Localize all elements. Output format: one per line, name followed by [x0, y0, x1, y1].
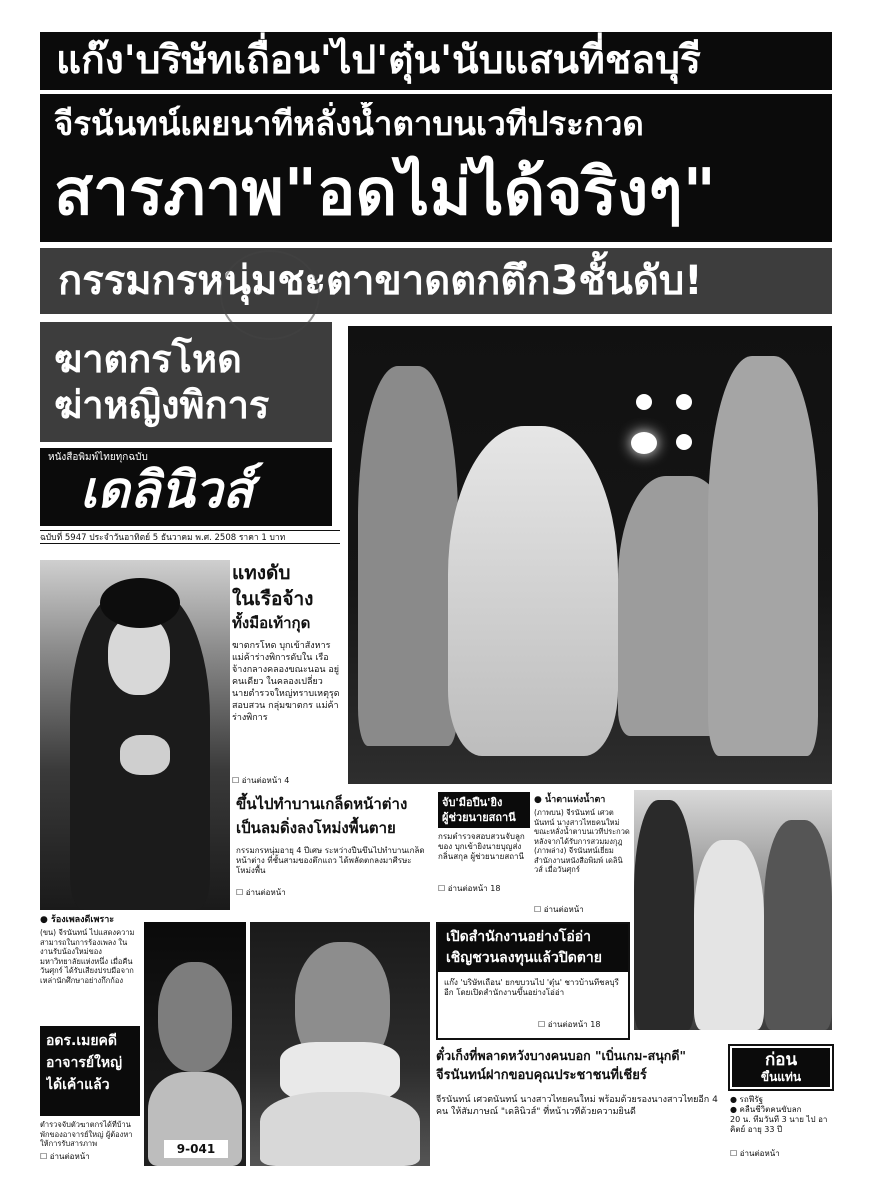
visitor-woman: [764, 820, 832, 1030]
arrest-title-box: [438, 792, 530, 828]
company-title-1: เปิดสำนักงานอย่างโอ่อ่า: [446, 929, 591, 945]
company-ref: ☐ อ่านต่อหน้า 18: [538, 1020, 601, 1029]
gray-headline: กรรมกรหนุ่มชะตาขาดตกตึก3ชั้นดับ!: [40, 248, 832, 314]
company-body: แก๊ง 'บริษัทเถื่อน' ยกขบวนไป 'ตุ๋น' ชาวบ้านที่ชลบุรีอีก โดยเปิดสำนักงานขึ้นอย่างโอ่อ่า: [444, 978, 619, 997]
stab-title-3: ทั้งมือเท้ากุด: [232, 614, 311, 632]
worker-body: กรรมกรหนุ่มอายุ 4 ปีเศษ ระหว่างปีนขึ้นไปทำบานเกล็ดหน้าต่าง ที่ชั้นสามของตึกแถว ได้พลัดตกลงมาศีรษะโหม่งพื้น: [236, 846, 425, 875]
stamp-seal-icon: [220, 250, 320, 340]
before-title-1: ก่อน: [764, 1050, 798, 1070]
visitor-queen: [694, 840, 764, 1030]
crown: [631, 432, 657, 454]
before-item-2: ● คลื่นชีวิตคนขับลก: [730, 1105, 802, 1114]
singer-hair: [100, 578, 180, 628]
masthead-tagline: หนังสือพิมพ์ไทยทุกฉบับ: [48, 452, 148, 463]
tears-ref: ☐ อ่านต่อหน้า: [534, 905, 584, 914]
before-title-2: ขึ้นแท่น: [760, 1070, 802, 1084]
main-headline: สารภาพ"อดไม่ได้จริงๆ": [54, 156, 716, 230]
singer-hands: [120, 735, 170, 775]
tears-caption: [534, 792, 630, 912]
woman-center-gown: [448, 426, 618, 756]
arrest-ref: ☐ อ่านต่อหน้า 18: [438, 884, 501, 893]
visit-photo: [634, 790, 832, 1030]
cheer-body: จีรนันทน์ เศวตนันทน์ นางสาวไทยคนใหม่ พร้อมด้วยรองนางสาวไทยอีก 4 คน ให้สัมภาษณ์ "เดลินิวส์" ที่หน้าเวทีด้วยความยินดี: [436, 1095, 718, 1117]
cheer-title-2: จีรนันทน์ฝากขอบคุณประชาชนที่เชียร์: [436, 1068, 647, 1083]
crying-woman-body: [260, 1092, 420, 1166]
stage-light-1: [636, 394, 652, 410]
company-title-box: [438, 924, 628, 972]
killer-headline-box: [40, 322, 332, 442]
visitor-man: [634, 800, 694, 1030]
singer-caption-title: ● ร้องเพลงดีเพราะ: [40, 915, 115, 925]
before-ref: ☐ อ่านต่อหน้า: [730, 1149, 780, 1158]
worker-ref: ☐ อ่านต่อหน้า: [236, 888, 286, 897]
woman-left: [358, 366, 458, 746]
company-story: [436, 922, 630, 1040]
sub-headline: จีรนันทน์เผยนาทีหลั่งน้ำตาบนเวทีประกวด: [54, 104, 644, 143]
teacher-title-2: อาจารย์ใหญ่: [46, 1055, 123, 1071]
stage-light-3: [676, 434, 692, 450]
woman-right-crowning: [708, 356, 818, 756]
before-box: [730, 1046, 832, 1186]
crying-woman-photo: [250, 922, 430, 1166]
killer-headline-line2: ฆ่าหญิงพิการ: [54, 383, 270, 427]
before-item-1: ● รถฟีรัฐ: [730, 1095, 764, 1104]
teacher-story: [40, 1120, 140, 1180]
stab-title-2: ในเรือจ้าง: [232, 588, 314, 610]
stab-title-1: แทงดับ: [232, 562, 291, 584]
arrest-body: กรมตำรวจสอบสวนจับลูกของ บุกเข้ายิงนายบุญส่ง กลิ่นสกุล ผู้ช่วยนายสถานี: [438, 832, 525, 861]
before-item-3: 20 น. ทีมวันที่ 3 นาย ไป อาคิตย์ อายุ 33 ปี: [730, 1115, 828, 1134]
teacher-headline-box: [40, 1026, 140, 1116]
masthead: [40, 448, 332, 526]
masthead-issue: ฉบับที่ 5947 ประจำวันอาทิตย์ 5 ธันวาคม พ.ศ. 2508 ราคา 1 บาท: [40, 530, 340, 544]
worker-title-2: เป็นลมดิ่งลงโหม่งพื้นตาย: [236, 819, 396, 837]
tears-title: ● น้ำตาแห่งน้ำตา: [534, 795, 606, 805]
stab-story: [232, 560, 342, 800]
mugshot-man-face: [158, 962, 232, 1072]
teacher-ref: ☐ อ่านต่อหน้า: [40, 1152, 90, 1161]
pageant-photo: [348, 326, 832, 784]
tears-body: (ภาพบน) จีรนันทน์ เศวตนันทน์ นางสาวไทยคนใหม่ ขณะหลั่งน้ำตาบนเวทีประกวดหลังจากได้รับการสวมมงกุฎ (ภาพล่าง) จีรนันทน์เยี่ยมสำนักงานหนังสือพิมพ์ เดลินิวส์ เมื่อวันศุกร์: [534, 808, 630, 874]
teacher-body: ตำรวจจับตัวฆาตกรได้ที่บ้านพักของอาจารย์ใหญ่ ผู้ต้องหาให้การรับสารภาพ: [40, 1120, 133, 1148]
arrest-title-1: จับ'มือปืน'ยิง: [442, 796, 503, 809]
mugshot-number: 9-041: [164, 1140, 228, 1158]
teacher-title-3: ได้เค้าแล้ว: [46, 1077, 110, 1093]
mugshot-man-photo: [144, 922, 246, 1166]
singer-photo: [40, 560, 230, 910]
cheer-story: [436, 1046, 724, 1186]
banner-headline: แก๊ง'บริษัทเถื่อน'ไป'ตุ๋น'นับแสนที่ชลบุรี: [40, 32, 832, 90]
arrest-story: [438, 792, 530, 902]
masthead-logo: เดลินิวส์: [80, 461, 253, 519]
stab-body: ฆาตกรโหด บุกเข้าสังหารแม่ค้าร่างพิการดับใน เรือจ้างกลางคลองขณะนอน อยู่คนเดียว ในคลองเปลี่ยว นายตำรวจใหญ่ทราบเหตุรุดสอบสวน กลุ่มฆาตกร แม่ค้าร่างพิการ: [232, 641, 340, 723]
company-title-2: เชิญชวนลงทุนแล้วปิดตาย: [446, 950, 602, 966]
stab-ref: ☐ อ่านต่อหน้า 4: [232, 776, 290, 785]
killer-headline-line1: ฆาตกรโหด: [54, 337, 242, 381]
before-title-box: [730, 1046, 832, 1089]
stage-light-2: [676, 394, 692, 410]
teacher-title-1: อดร.เมยคดี: [46, 1033, 118, 1049]
worker-story: [236, 792, 430, 902]
arrest-title-2: ผู้ช่วยนายสถานี: [442, 811, 516, 824]
singer-caption-body: (ขน) จีรนันทน์ ไปแสดงความสามารถในการร้องเพลง ในงานรับน้องใหม่ของมหาวิทยาลัยแห่งหนึ่ง เมื่อคืนวันศุกร์ ได้รับเสียงปรบมือจากเหล่านักศึกษาอย่างกึกก้อง: [40, 928, 135, 985]
main-headline-block: [40, 94, 832, 242]
cheer-title-1: ตั๋วเก็งที่พลาดหวังบางคนบอก "เบิ่นเกม-สนุกดี": [436, 1048, 686, 1063]
worker-title-1: ขึ้นไปทำบานเกล็ดหน้าต่าง: [236, 795, 408, 813]
singer-caption: [40, 912, 140, 1020]
